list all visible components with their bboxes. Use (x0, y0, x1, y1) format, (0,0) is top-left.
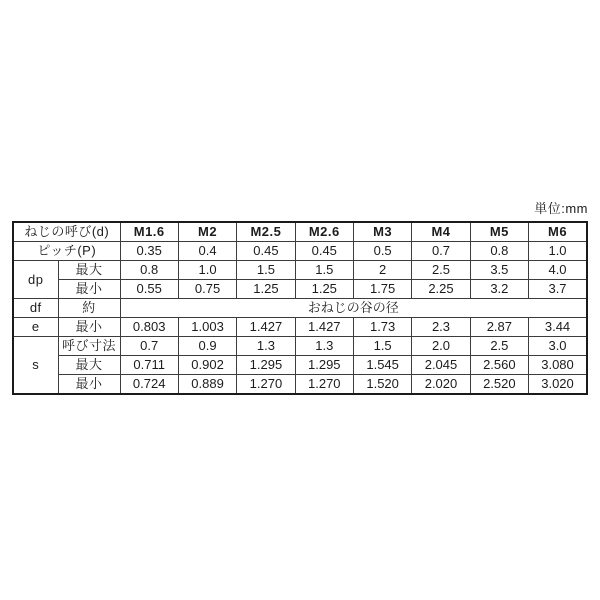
sub-label-min: 最小 (58, 318, 120, 337)
table-cell: 1.5 (237, 261, 295, 280)
table-cell: 1.0 (529, 242, 587, 261)
column-header: M3 (353, 222, 411, 242)
table-cell: 2.020 (412, 375, 470, 395)
spec-table (12, 221, 588, 395)
table-cell: 0.8 (120, 261, 178, 280)
table-cell: 3.2 (470, 280, 528, 299)
row-label-dp: dp (13, 261, 58, 299)
table-cell: 0.45 (237, 242, 295, 261)
table-cell: 1.25 (295, 280, 353, 299)
table-cell: 2 (353, 261, 411, 280)
column-header: M5 (470, 222, 528, 242)
table-cell: 0.711 (120, 356, 178, 375)
table-cell: 1.25 (237, 280, 295, 299)
table-cell: 2.0 (412, 337, 470, 356)
merged-span-cell: おねじの谷の径 (120, 299, 587, 318)
table-cell: 1.545 (353, 356, 411, 375)
sub-label-nominal: 呼び寸法 (58, 337, 120, 356)
table-cell: 1.5 (353, 337, 411, 356)
table-cell: 3.7 (529, 280, 587, 299)
table-cell: 0.45 (295, 242, 353, 261)
table-cell: 0.4 (178, 242, 236, 261)
sub-label-min: 最小 (58, 375, 120, 395)
e-row (13, 318, 587, 337)
unit-label: 単位:mm (534, 201, 588, 216)
table-cell: 2.87 (470, 318, 528, 337)
table-cell: 2.045 (412, 356, 470, 375)
table-cell: 1.270 (237, 375, 295, 395)
table-cell: 2.560 (470, 356, 528, 375)
sub-label-approx: 約 (58, 299, 120, 318)
header-label: ねじの呼び(d) (13, 222, 120, 242)
table-cell: 0.9 (178, 337, 236, 356)
table-cell: 1.3 (237, 337, 295, 356)
table-cell: 0.902 (178, 356, 236, 375)
sub-label-max: 最大 (58, 261, 120, 280)
table-cell: 1.73 (353, 318, 411, 337)
row-label-e: e (13, 318, 58, 337)
table-cell: 2.5 (412, 261, 470, 280)
table-cell: 1.003 (178, 318, 236, 337)
row-label-pitch: ピッチ(P) (13, 242, 120, 261)
table-cell: 1.295 (295, 356, 353, 375)
table-cell: 1.520 (353, 375, 411, 395)
table-cell: 2.520 (470, 375, 528, 395)
sub-label-min: 最小 (58, 280, 120, 299)
table-cell: 3.0 (529, 337, 587, 356)
sub-label-max: 最大 (58, 356, 120, 375)
table-cell: 3.080 (529, 356, 587, 375)
table-cell: 1.427 (295, 318, 353, 337)
s-max-row (13, 356, 587, 375)
table-cell: 1.427 (237, 318, 295, 337)
table-cell: 0.8 (470, 242, 528, 261)
table-cell: 2.3 (412, 318, 470, 337)
s-nominal-row (13, 337, 587, 356)
table-cell: 0.75 (178, 280, 236, 299)
column-header: M2.5 (237, 222, 295, 242)
row-label-df: df (13, 299, 58, 318)
table-cell: 2.5 (470, 337, 528, 356)
column-header: M6 (529, 222, 587, 242)
pitch-row (13, 242, 587, 261)
table-cell: 1.75 (353, 280, 411, 299)
column-header: M1.6 (120, 222, 178, 242)
table-cell: 0.7 (412, 242, 470, 261)
table-cell: 3.5 (470, 261, 528, 280)
table-cell: 0.7 (120, 337, 178, 356)
table-cell: 3.44 (529, 318, 587, 337)
dp-min-row (13, 280, 587, 299)
table-cell: 1.270 (295, 375, 353, 395)
column-header: M2 (178, 222, 236, 242)
table-cell: 1.3 (295, 337, 353, 356)
table-cell: 0.803 (120, 318, 178, 337)
table-cell: 2.25 (412, 280, 470, 299)
table-cell: 0.35 (120, 242, 178, 261)
table-cell: 0.5 (353, 242, 411, 261)
table-cell: 0.724 (120, 375, 178, 395)
table-cell: 0.889 (178, 375, 236, 395)
table-cell: 0.55 (120, 280, 178, 299)
table-cell: 1.5 (295, 261, 353, 280)
s-min-row (13, 375, 587, 395)
table-cell: 3.020 (529, 375, 587, 395)
header-row (13, 222, 587, 242)
df-row (13, 299, 587, 318)
table-cell: 1.295 (237, 356, 295, 375)
table-cell: 1.0 (178, 261, 236, 280)
column-header: M4 (412, 222, 470, 242)
row-label-s: s (13, 337, 58, 395)
table-cell: 4.0 (529, 261, 587, 280)
column-header: M2.6 (295, 222, 353, 242)
dp-max-row (13, 261, 587, 280)
